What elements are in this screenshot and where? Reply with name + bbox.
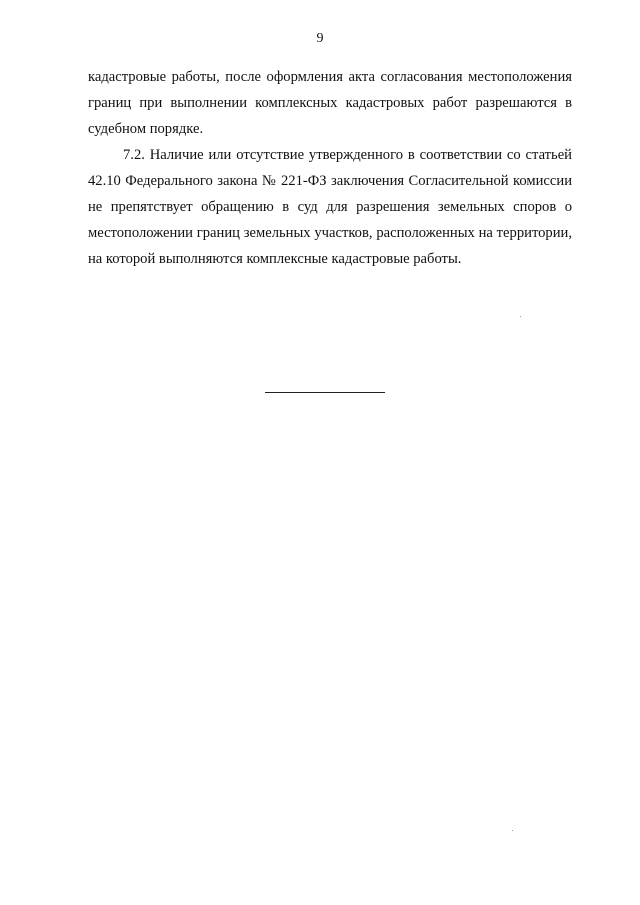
scan-speck: [520, 316, 521, 317]
document-body: [88, 64, 572, 272]
paragraph-continuation: кадастровые работы, после оформления акта согласования местоположения границ при выполнении комплексных кадастровых работ разрешаются в судебном порядке.: [88, 69, 572, 137]
page-number: 9: [316, 31, 324, 46]
end-of-document-rule: [265, 392, 385, 393]
scan-speck: [512, 830, 513, 831]
paragraph-7-2: 7.2. Наличие или отсутствие утвержденного в соответствии со статьей 42.10 Федерального закона № 221-ФЗ заключения Согласительной комиссии не препятствует обращению в суд для разрешения земельных споров о местоположении границ земельных участков, расположенных на территории, на которой выполняются комплексные кадастровые работы.: [88, 147, 572, 267]
